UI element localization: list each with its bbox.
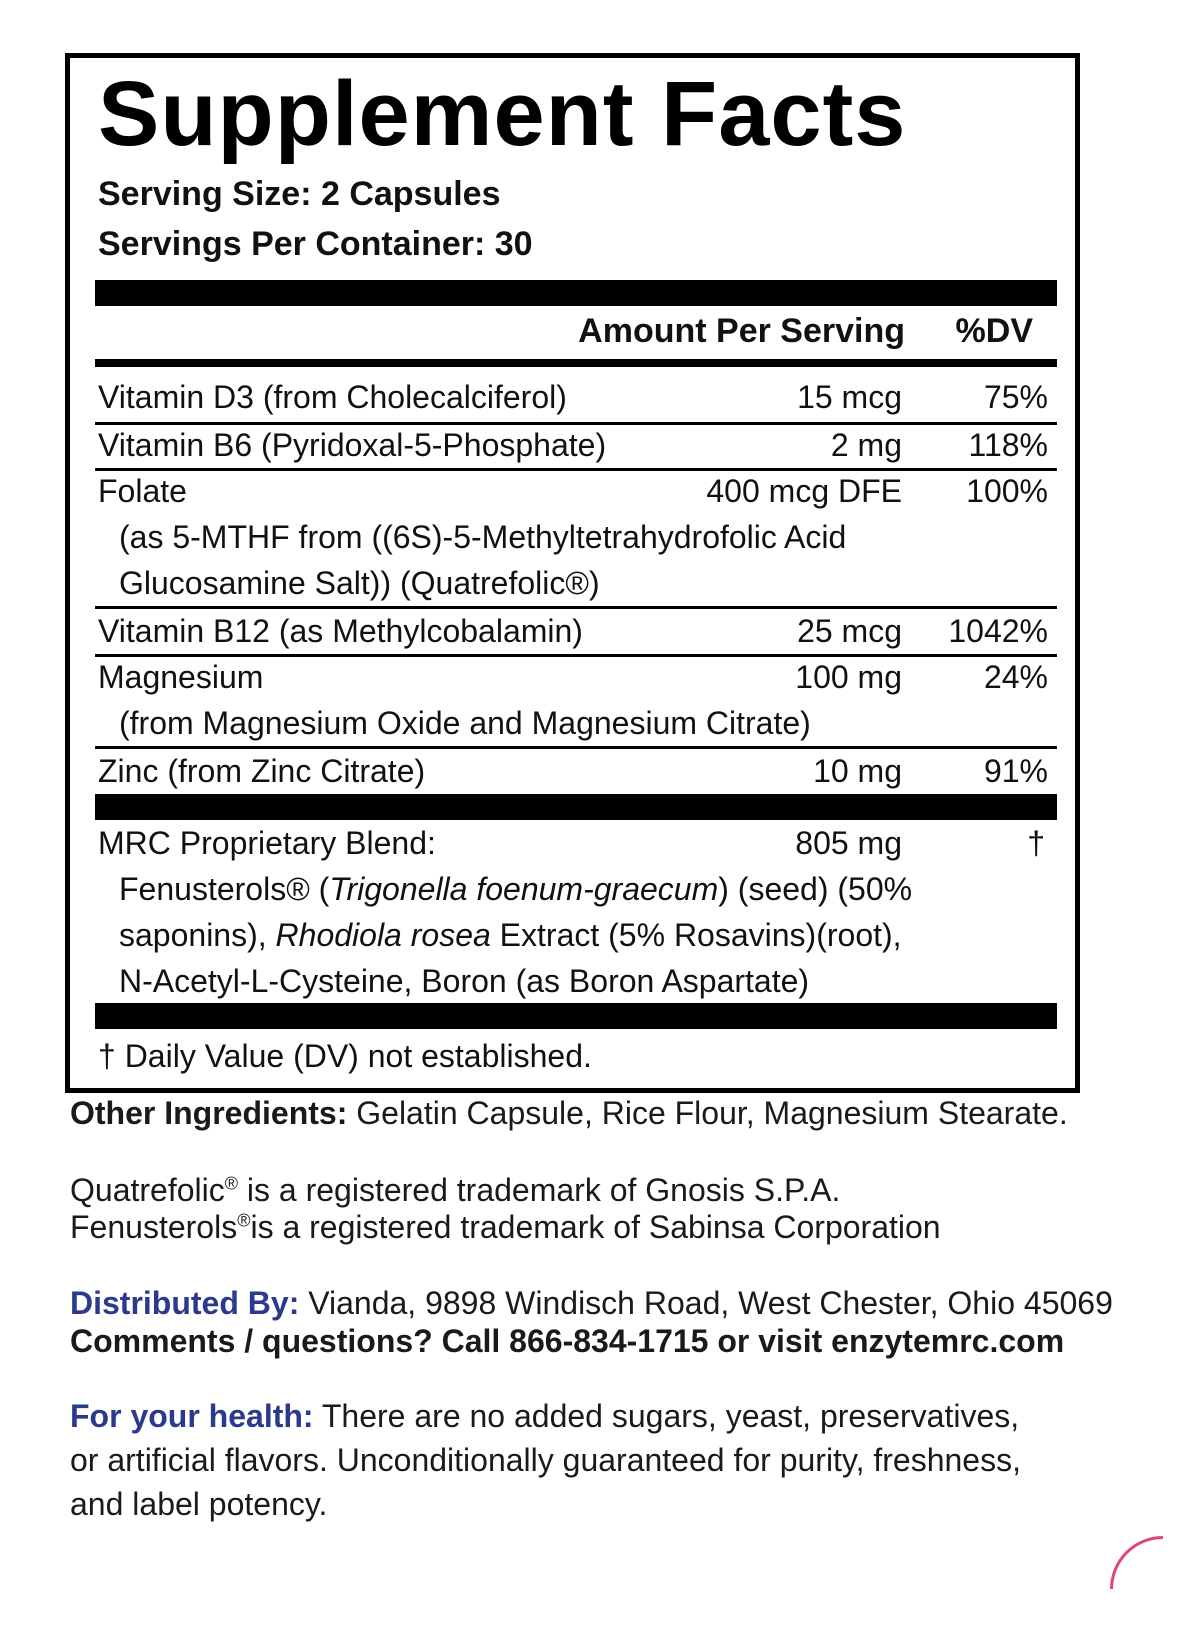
nutrient-row [95,654,1057,746]
nutrient-amount: 10 mg [813,753,902,789]
thick-rule [95,280,1057,306]
thick-rule [95,794,1057,820]
nutrient-name: Vitamin B6 (Pyridoxal-5-Phosphate) [98,427,607,463]
contact-line: Comments / questions? Call 866-834-1715 or visit enzytemrc.com [70,1323,1065,1359]
nutrient-detail: (from Magnesium Oxide and Magnesium Citrate) [119,705,811,741]
nutrient-amount: 25 mcg [797,613,902,649]
nutrient-dv: 1042% [948,613,1048,649]
decorative-corner-arc-top [1118,0,1179,48]
trademark-line: Quatrefolic® is a registered trademark of Gnosis S.P.A. [70,1172,841,1208]
health-statement-line: and label potency. [70,1486,328,1522]
servings-per-container: Servings Per Container: 30 [98,225,533,263]
nutrient-amount: 2 mg [830,427,902,463]
nutrient-name: Vitamin B12 (as Methylcobalamin) [98,613,583,649]
dv-footnote: † Daily Value (DV) not established. [98,1038,592,1074]
decorative-corner-arc-bottom [1110,1536,1179,1642]
distributed-by-address: Vianda, 9898 Windisch Road, West Chester, Ohio 45069 [299,1285,1113,1321]
nutrient-detail: (as 5-MTHF from ((6S)-5-Methyltetrahydrofolic Acid [119,519,847,555]
serving-size: Serving Size: 2 Capsules [98,175,501,213]
nutrient-detail: Glucosamine Salt)) (Quatrefolic®) [119,565,600,601]
thick-rule [95,1003,1057,1029]
panel-title: Supplement Facts [98,63,907,165]
other-ingredients-label: Other Ingredients: [70,1095,348,1131]
distributed-by [70,1282,1113,1324]
nutrient-row [95,468,1057,608]
header-rule [95,359,1057,367]
dv-header: %DV [955,312,1033,350]
nutrient-dv: 24% [983,659,1048,695]
distributed-by-label: Distributed By: [70,1285,300,1321]
blend-dv-dagger: † [1027,825,1045,861]
nutrient-amount: 15 mcg [797,379,902,415]
other-ingredients-text: Gelatin Capsule, Rice Flour, Magnesium Stearate. [347,1095,1068,1131]
blend-name: MRC Proprietary Blend: [98,825,436,861]
amount-per-serving-header: Amount Per Serving [578,312,905,350]
health-statement-line: or artificial flavors. Unconditionally guaranteed for purity, freshness, [70,1442,1021,1478]
nutrient-name: Magnesium [98,659,264,695]
trademark-line: Fenusterols®is a registered trademark of Sabinsa Corporation [70,1209,941,1245]
nutrient-dv: 75% [983,379,1048,415]
proprietary-blend-row [95,820,1057,1000]
supplement-facts-panel [65,53,1080,1093]
blend-ingredients-line: saponins), Rhodiola rosea Extract (5% Rosavins)(root), [119,917,902,953]
blend-amount: 805 mg [795,825,902,861]
nutrient-dv: 100% [966,473,1048,509]
nutrient-name: Folate [98,473,187,509]
nutrient-amount: 100 mg [795,659,902,695]
blend-ingredients-line: Fenusterols® (Trigonella foenum-graecum) (seed) (50% [119,871,913,907]
blend-ingredients-line: N-Acetyl-L-Cysteine, Boron (as Boron Aspartate) [119,963,810,999]
nutrient-name: Zinc (from Zinc Citrate) [98,753,426,789]
nutrient-amount: 400 mcg DFE [706,473,902,509]
nutrient-dv: 91% [983,753,1048,789]
health-label: For your health: [70,1398,314,1434]
nutrient-name: Vitamin D3 (from Cholecalciferol) [98,379,567,415]
health-statement: For your health: There are no added sugars, yeast, preservatives, [70,1398,1020,1434]
nutrient-dv: 118% [968,427,1048,463]
other-ingredients [70,1092,1068,1134]
